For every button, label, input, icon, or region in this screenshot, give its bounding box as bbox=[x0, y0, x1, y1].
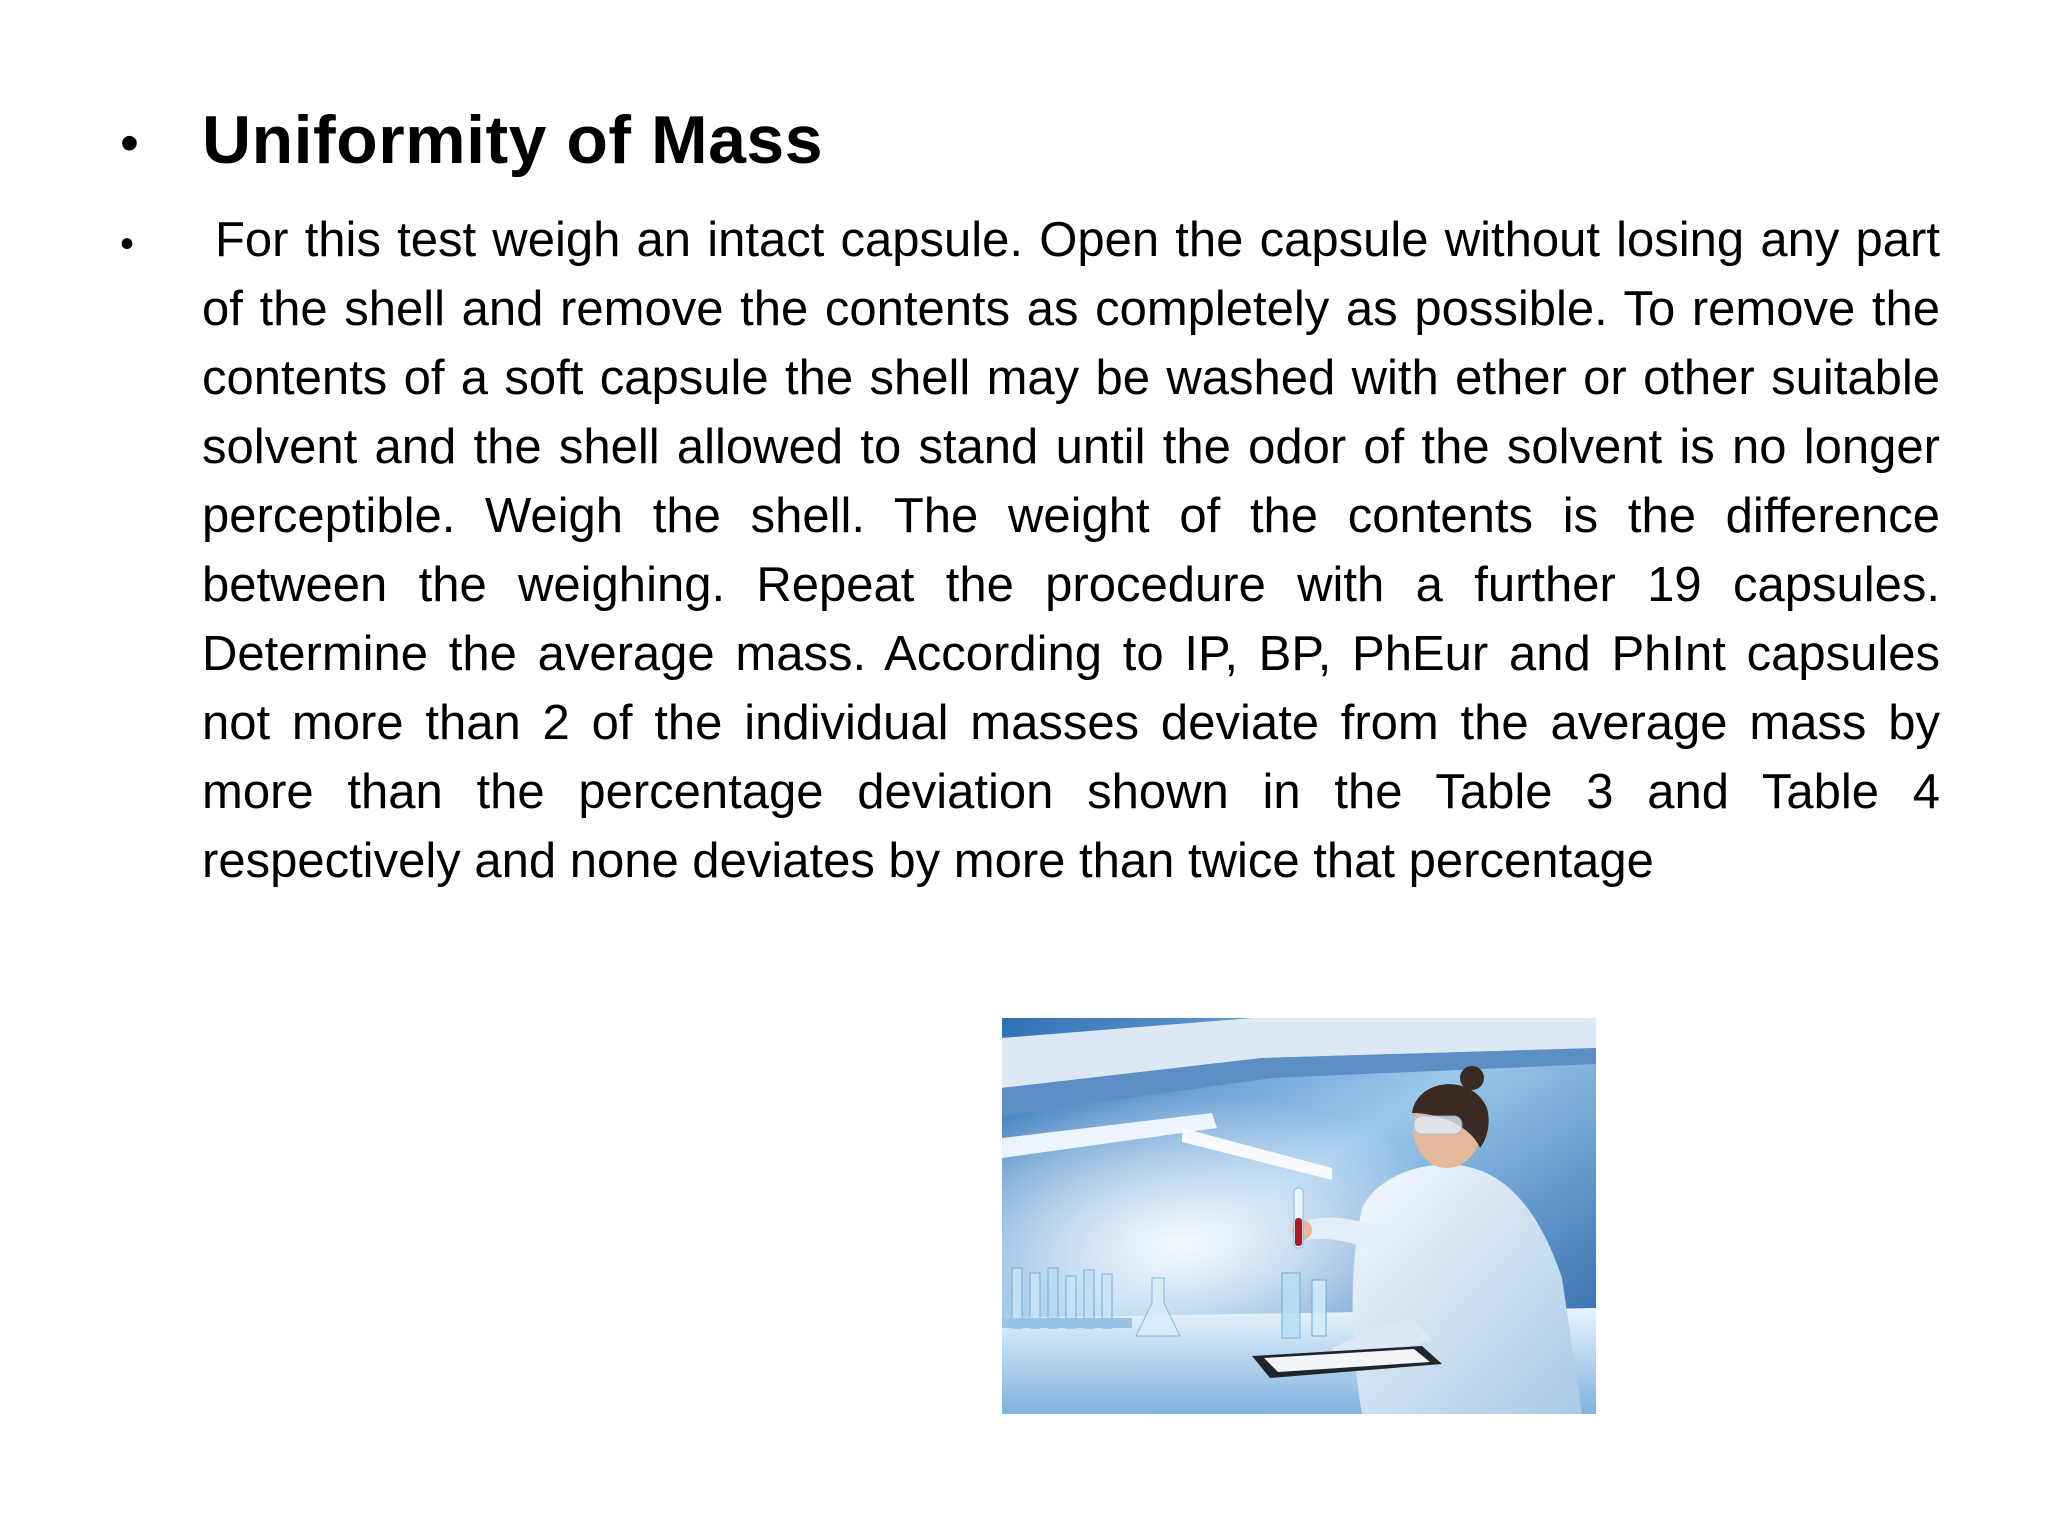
lab-scientist-photo bbox=[1002, 1018, 1596, 1414]
bullet-icon: • bbox=[120, 222, 135, 266]
heading-bullet-item bbox=[120, 100, 1940, 182]
bullet-icon: • bbox=[120, 113, 139, 173]
slide-heading: Uniformity of Mass bbox=[202, 102, 824, 178]
lab-scene-illustration bbox=[1002, 1018, 1596, 1414]
body-paragraph: For this test weigh an intact capsule. Open the capsule without losing any part of the shell and remove the contents as completely as possible. To remove the contents of a soft capsule the shell may be washed with ether or other suitable solvent and the shell allowed to stand until the odor of the solvent is no longer perceptible. Weigh the shell. The weight of the contents is the difference between the weighing. Repeat the procedure with a further 19 capsules. Determine the average mass. According to IP, BP, PhEur and PhInt capsules not more than 2 of the individual masses deviate from the average mass by more than the percentage deviation shown in the Table 3 and Table 4 respectively and none deviates by more than twice that percentage bbox=[202, 213, 1940, 888]
body-bullet-item bbox=[120, 206, 1940, 896]
